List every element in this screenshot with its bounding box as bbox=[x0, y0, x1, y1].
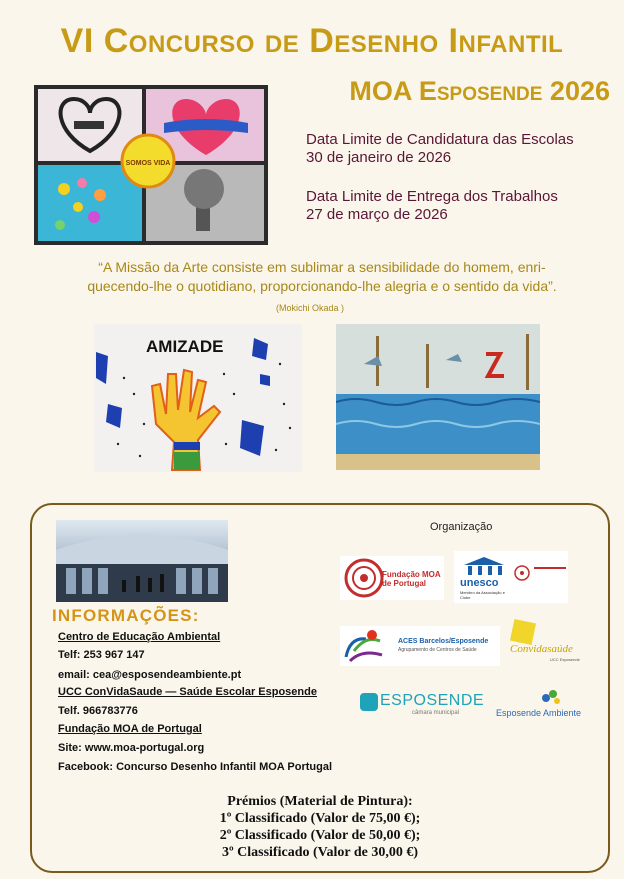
works-deadline-date: 27 de março de 2026 bbox=[306, 206, 448, 223]
schools-deadline-label: Data Limite de Candidatura das Escolas bbox=[306, 131, 574, 148]
convidasaude-logo bbox=[510, 619, 582, 665]
amizade-artwork bbox=[94, 324, 302, 472]
moa-emblem-icon bbox=[344, 558, 384, 598]
schools-deadline-date: 30 de janeiro de 2026 bbox=[306, 149, 452, 166]
unesco-divider bbox=[534, 567, 566, 569]
convidasaude-shape-icon bbox=[510, 619, 536, 645]
amizade-word: AMIZADE bbox=[146, 337, 224, 356]
collage-center-text: SOMOS VIDA bbox=[125, 160, 171, 167]
quote bbox=[52, 258, 592, 296]
prizes-block bbox=[150, 793, 490, 861]
esposende-ambiente-logo bbox=[494, 688, 590, 722]
moa-logo-text: Fundação MOA de Portugal bbox=[382, 570, 441, 588]
ucc-name[interactable]: UCC ConVidaSaude — Saúde Escolar Esposende bbox=[58, 686, 317, 698]
prize-third: 3º Classificado (Valor de 30,00 €) bbox=[222, 845, 418, 860]
moa-site[interactable]: Site: www.moa-portugal.org bbox=[58, 742, 205, 754]
esposende-sub: câmara municipal bbox=[412, 710, 460, 716]
collage-artwork bbox=[34, 85, 268, 245]
works-deadline-label: Data Limite de Entrega dos Trabalhos bbox=[306, 188, 558, 205]
esposende-e-icon bbox=[360, 693, 378, 711]
unesco-sub-text: Membro da Associação e Clube bbox=[460, 590, 505, 600]
convidasaude-sub: UCC Esposende bbox=[550, 657, 580, 662]
unesco-club-icon bbox=[514, 565, 530, 581]
organization-label: Organização bbox=[430, 521, 493, 533]
museum-photo bbox=[56, 520, 228, 602]
aces-emblem-icon bbox=[342, 627, 386, 665]
convidasaude-text: Convidasaúde bbox=[510, 643, 573, 655]
unesco-text: unesco bbox=[460, 577, 499, 589]
moa-logo bbox=[340, 556, 444, 600]
cea-email[interactable]: email: cea@esposendeambiente.pt bbox=[58, 669, 242, 681]
esposende-ambiente-text: Esposende Ambiente bbox=[496, 708, 582, 718]
quote-line-1: “A Missão da Arte consiste em sublimar a sensibilidade do homem, enri- bbox=[98, 259, 546, 275]
prize-second: 2º Classificado (Valor de 50,00 €); bbox=[219, 828, 421, 843]
aces-logo bbox=[340, 626, 500, 666]
cea-name[interactable]: Centro de Educação Ambiental bbox=[58, 631, 221, 643]
cea-phone: Telf: 253 967 147 bbox=[58, 649, 145, 661]
poster-title: VI Concurso de Desenho Infantil bbox=[60, 22, 564, 60]
info-title: INFORMAÇÕES: bbox=[52, 606, 200, 625]
quote-author: (Mokichi Okada ) bbox=[276, 303, 345, 313]
ucc-phone: Telf. 966783776 bbox=[58, 705, 138, 717]
prize-first: 1º Classificado (Valor de 75,00 €); bbox=[219, 811, 421, 826]
moa-name[interactable]: Fundação MOA de Portugal bbox=[58, 723, 202, 735]
quote-line-2: quecendo-lhe o quotidiano, proporcionando-lhe alegria e o sentido da vida”. bbox=[87, 278, 557, 294]
unesco-temple-icon bbox=[460, 555, 508, 577]
sea-artwork bbox=[336, 324, 540, 470]
esposende-text: ESPOSENDE bbox=[380, 692, 485, 709]
aces-subtitle: Agrupamento de Centros de Saúde bbox=[398, 647, 477, 653]
ambiente-leaves-icon bbox=[540, 688, 562, 706]
aces-title: ACES Barcelos/Esposende bbox=[398, 638, 489, 645]
esposende-logo bbox=[360, 692, 485, 720]
poster-subtitle: MOA Esposende 2026 bbox=[349, 76, 610, 106]
unesco-logo bbox=[454, 551, 568, 603]
prizes-title: Prémios (Material de Pintura): bbox=[227, 794, 413, 809]
facebook-page[interactable]: Facebook: Concurso Desenho Infantil MOA Portugal bbox=[58, 761, 333, 773]
